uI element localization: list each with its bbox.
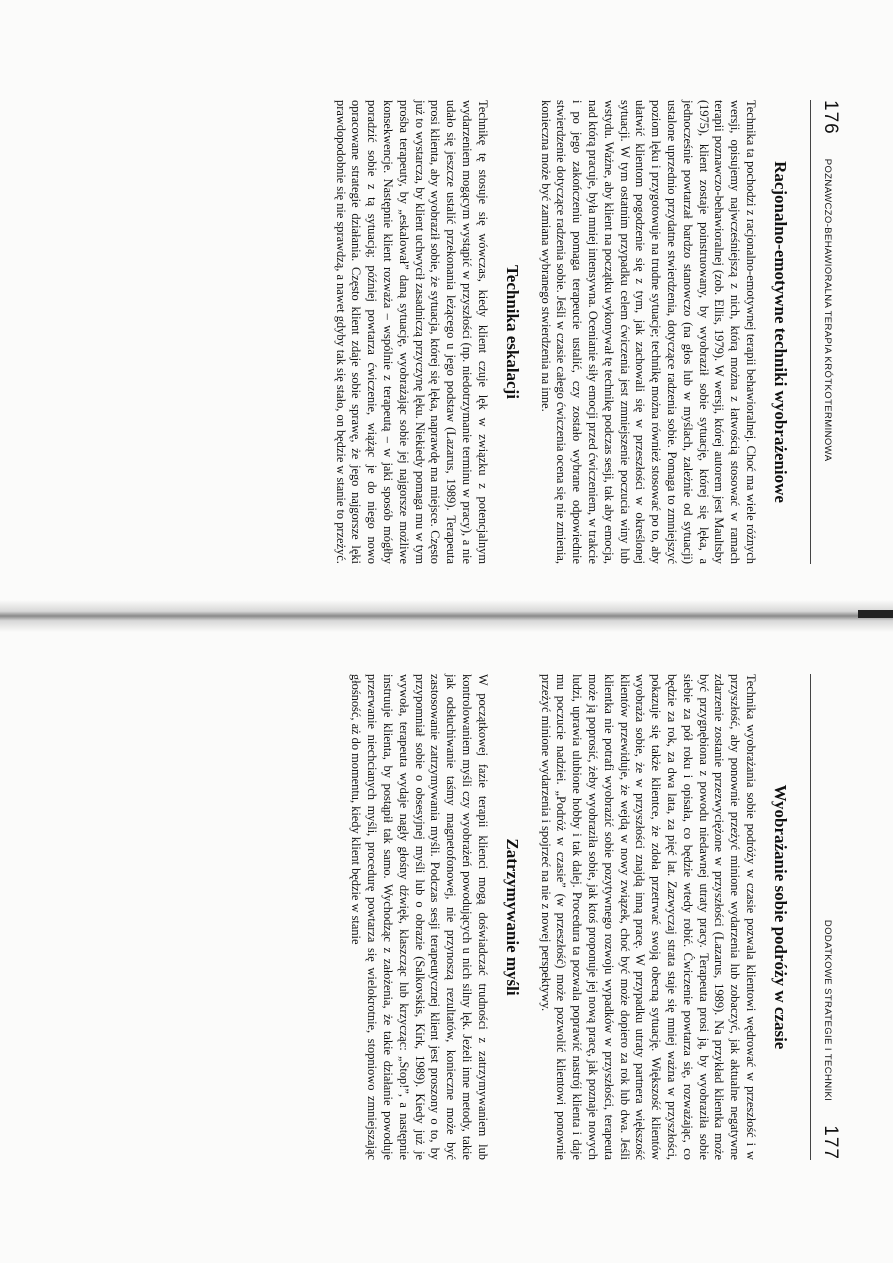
left-running-head [815,100,841,564]
paragraph-thought-stopping: W początkowej fazie terapii klienci mogą doświadczać trudności z zatrzymywaniem lub kontrolowaniem myśli czy wyobrażeń powodujących u nich silny lęk. Jeżeli inne metody, takie jak odsłuchiwanie taśmy magnetofonowej, nie przynoszą rezultatów, konieczne może być zastosowanie zatrzymywania myśli. Podczas sesji terapeutycznej klient jest proszony o to, by przypomniał sobie o obsesyjnej myśli lub o obrazie (Salkovskis, Kirk, 1989). Kiedy już je wywoła, terapeuta wydaje nagły głośny dźwięk, klaszcząc lub krzycząc: „Stop!”, a następnie instruuje klienta, by postąpił tak samo. Wychodząc z założenia, że takie działanie powoduje przerwanie niechcianych myśli, procedurę powtarza się wielokrotnie, stopniowo zmniejszając głośność, aż do momentu, kiedy klient będzie w stanie [349,674,490,1160]
right-page-number: 177 [820,1125,841,1160]
left-running-head-text: POZNAWCZO-BEHAWIORALNA TERAPIA KRÓTKOTERMINOWA [822,158,833,462]
left-text-column [332,100,791,564]
left-header-rule [810,100,811,564]
right-running-head-text: DODATKOWE STRATEGIE I TECHNIKI [822,919,833,1102]
left-page [0,0,893,600]
paragraph-rational-emotive: Technika ta pochodzi z racjonalno-emotywnej terapii behawioralnej. Choć ma wiele różnych wersji, opisujemy najwcześniejszą z nich, którą można z łatwością stosować w ramach terapii poznawczo-behawioralnej (zob. Ellis, 1979). W wersji, której autorem jest Maultsby (1975), klient zostaje poinstruowany, by wyobraził sobie sytuację, której się lęka, a jednocześnie powtarzał bardzo stanowczo (na głos lub w myślach, zależnie od sytuacji) ustalone uprzednio przydatne stwierdzenia, dotyczące radzenia sobie. Pomaga to zmniejszyć poziom lęku i przygotowuje na trudne sytuacje; technikę można również stosować po to, aby ułatwić klientom pogodzenie się z tym, jak zachowali się w przeszłości w określonej sytuacji. W tym ostatnim przypadku celem ćwiczenia jest zmniejszenie poczucia winy lub wstydu. Ważne, aby klient na początku wykonywał tę technikę podczas sesji, tak aby emocja, nad którą pracuje, była mniej intensywna. Ocenianie siły emocji przed ćwiczeniem, w trakcie i po jego zakończeniu pomaga terapeucie ustalić, czy zostało wybrane odpowiednie stwierdzenie dotyczące radzenia sobie. Jeśli w czasie całego ćwiczenia ocena się nie zmienia, konieczna może być zamiana wybranego stwierdzenia na inne. [538,100,758,564]
section-heading-time-travel: Wyobrażanie sobie podróży w czasie [771,784,790,1050]
right-text-column [348,674,791,1160]
section-heading-escalation: Technika eskalacji [502,265,522,399]
right-running-head [815,674,841,1160]
left-page-number: 176 [820,100,841,135]
paragraph-escalation: Technikę tę stosuje się wówczas, kiedy klient czuje lęk w związku z potencjalnym wydarzeniem mogącym wystąpić w przyszłości (np. niedotrzymanie terminu w pracy), a nie udało się jeszcze ustalić przekonania leżącego u jego podstaw (Lazarus, 1989). Terapeuta prosi klienta, aby wyobraził sobie, że sytuacja, której się lęka, naprawdę ma miejsce. Często już to wystarcza, by klient uchwycił zasadniczą przyczynę lęku. Niekiedy pomaga mu w tym prośba terapeuty, by „eskalował” daną sytuację, wyobrażając sobie jej najgorsze możliwe konsekwencje. Następnie klient rozważa – wspólnie z terapeutą – w jaki sposób mógłby poradzić sobie z tą sytuacją; później powtarza ćwiczenie, wiążąc je do niego nowo opracowane strategie działania. Często klient zdaje sobie sprawę, że jego najgorsze lęki prawdopodobnie się nie sprawdzą, a nawet gdyby tak się stało, on będzie w stanie to przeżyć. [333,100,490,564]
section-heading-thought-stopping: Zatrzymywanie myśli [502,838,522,996]
book-gutter-shadow [0,600,893,632]
paragraph-time-travel: Technika wyobrażania sobie podróży w czasie pozwala klientowi wędrować w przeszłość i w przyszłość, aby ponownie przeżyć minione wydarzenia lub zobaczyć, jak aktualne negatywne zdarzenie zostanie przezwyciężone w przyszłości (Lazarus, 1989). Na przykład klientka może być przygnębiona z powodu niedawnej utraty pracy. Terapeuta prosi ją, by wyobraziła sobie siebie za pół roku i opisała, co będzie wtedy robić. Ćwiczenie powtarza się, rozważając, co będzie za rok, za dwa lata, za pięć lat. Zazwyczaj strata staje się mniej ważna w przyszłości, pokazuje się także klientce, że zdoła przetrwać swoją obecną sytuację. Większość klientów wyobraża sobie, że w przyszłości znajdą inną pracę. W przypadku utraty partnera większość klientów przewiduje, że wejdą w nowy związek, choć być może dopiero za rok lub dwa. Jeśli klientka nie potrafi wyobrazić sobie pozytywnego rozwoju wypadków w przyszłości, terapeuta może ją poprosić, żeby wyobraziła sobie, jak ktoś proponuje jej nową pracę, jak poznaje nowych ludzi, uprawia ulubione hobby i tak dalej. Procedura ta pozwala poprawić nastrój klienta i daje mu poczucie nadziei. „Podróż w czasie” (w przeszłość) może pozwolić klientowi ponownie przeżyć minione wydarzenia i spojrzeć na nie z nowej perspektywy. [538,674,758,1160]
right-header-rule [810,674,811,1160]
book-gutter-edge [858,610,893,618]
right-page [0,632,893,1263]
section-heading-rational-emotive: Racjonalno-emotywne techniki wyobrażeniowe [771,161,790,503]
